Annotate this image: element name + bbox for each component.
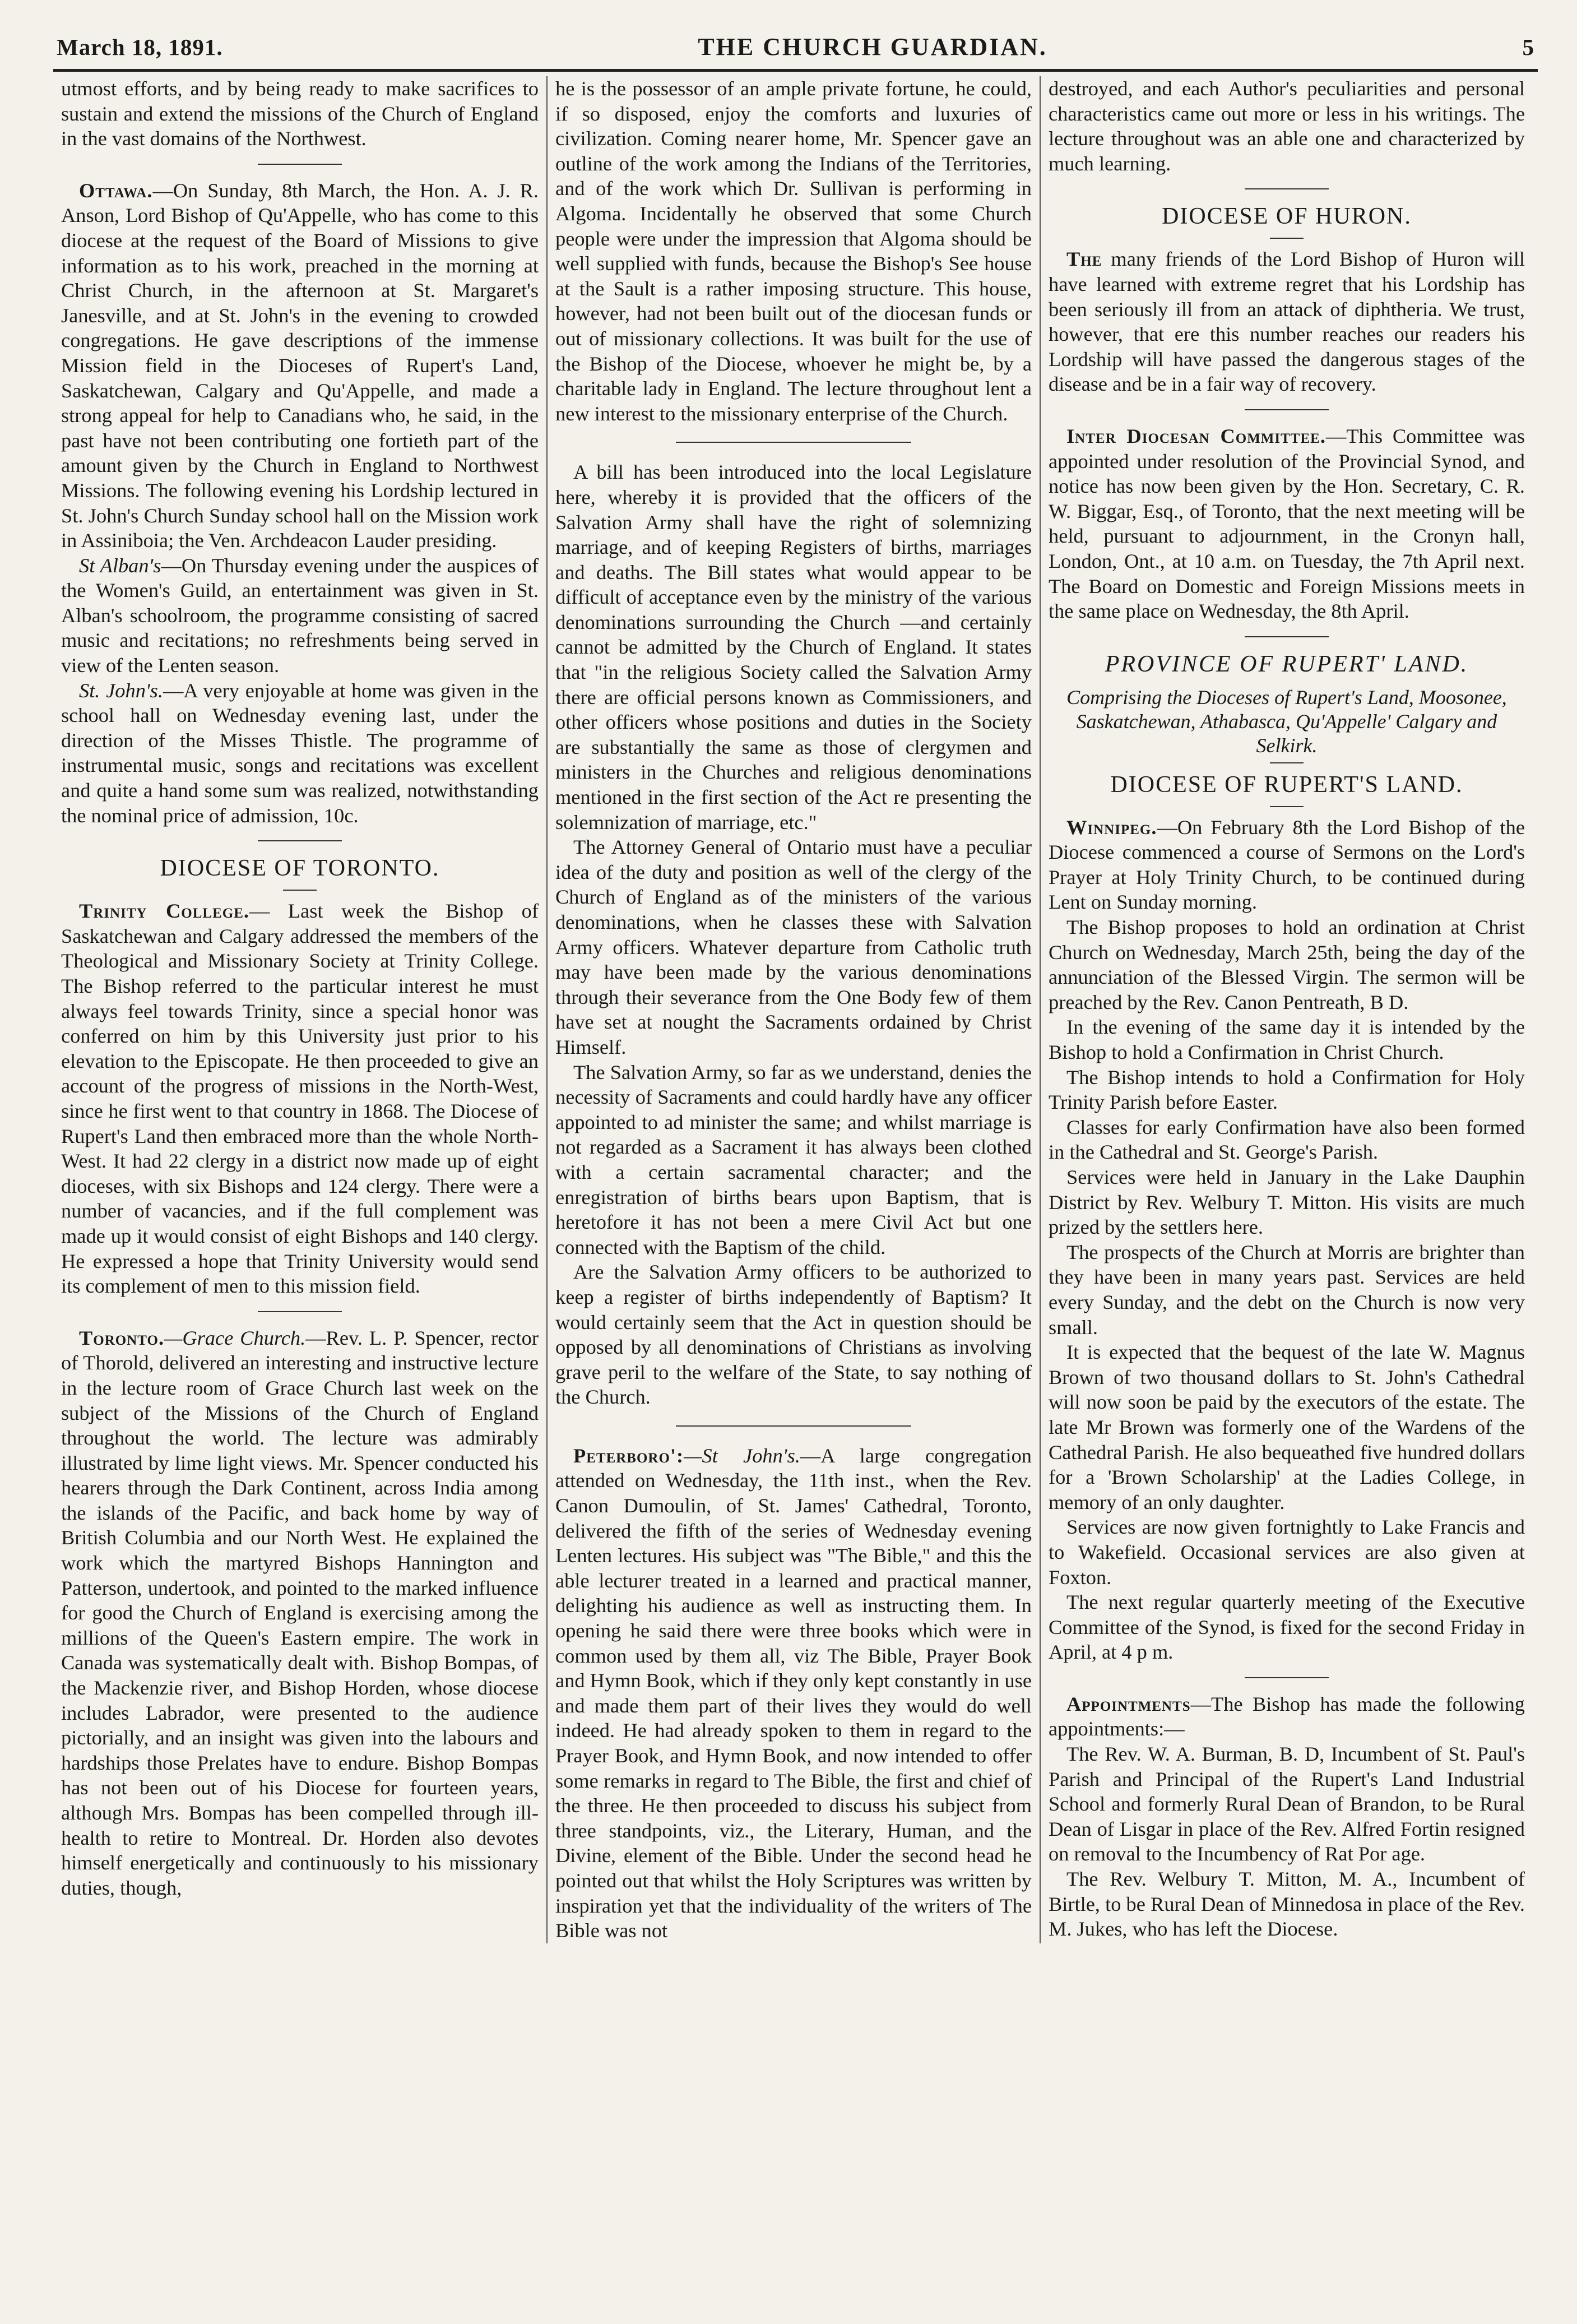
- paragraph: utmost efforts, and by being ready to make sacrifices to sustain and extend the missions of the Church of England in the vast domains of the Northwest.: [61, 77, 539, 150]
- section-heading: PROVINCE OF RUPERT' LAND.: [1105, 651, 1469, 677]
- paragraph: The next regular quarterly meeting of the Executive Committee of the Synod, is fixed for the second Friday in April, at 4 p m.: [1049, 1591, 1525, 1664]
- paragraph-lead: Ottawa.: [79, 179, 153, 202]
- section-heading: DIOCESE OF RUPERT'S LAND.: [1110, 771, 1463, 798]
- paragraph-ottawa: [61, 178, 539, 553]
- paragraph-lead: Trinity College.: [79, 900, 249, 923]
- section-heading: DIOCESE OF HURON.: [1162, 203, 1412, 230]
- paragraph: It is expected that the bequest of the late W. Magnus Brown of two thousand dollars to St. John's Cathedral will now soon be paid by the executors of the estate. The late Mr Brown was formerly one of the Wardens of the Cathedral Parish. He also bequeathed five hundred dollars for a 'Brown Scholarship' at the Ladies College, in memory of an only daughter.: [1049, 1341, 1525, 1513]
- paragraph-lead: Inter Diocesan Committee.: [1066, 424, 1326, 447]
- paragraph: destroyed, and each Author's peculiarities and personal characteristics came out more or less in his writings. The lecture throughout was an able one and characterized by much learning.: [1049, 77, 1525, 175]
- paragraph-body: —Rev. L. P. Spencer, rector of Thorold, delivered an interesting and instructive lecture in the lecture room of Grace Church last week on the subject of the Missions of the Church of England throughout the world. The lecture was admirably illustrated by lime light views. Mr. Spencer conducted his hearers through the Dark Continent, across India among the islands of the Pacific, and back home by way of British Columbia and our North West. He explained the work which the martyred Bishops Hannington and Patterson, undertook, and pointed to the marked influence for good the Church of England is exercising among the millions of the Queen's Eastern empire. The work in Canada was systematically dealt with. Bishop Bompas, of the Mackenzie river, and Bishop Horden, whose diocese includes Labrador, were presented to the audience pictorially, and an insight was given into the labours and hardships those Prelates have to endure. Bishop Bompas has not been out of his Diocese for fourteen years, although Mrs. Bompas has been compelled through ill-health to retire to Montreal. Dr. Horden also devotes himself energetically and continuously to his missionary duties, though,: [61, 1326, 539, 1899]
- paragraph-lead: Toronto.: [79, 1326, 165, 1349]
- divider: [1270, 762, 1304, 763]
- paragraph-body: —On Thursday evening under the auspices of the Women's Guild, an entertainment was given in St. Alban's schoolroom, the programme consisting of sacred music and recitations; no refreshments being served in view of the Lenten season.: [61, 554, 539, 677]
- paragraph-body: —A very enjoyable at home was given in the school hall on Wednesday evening last, under the direction of the Misses Thistle. The programme of instrumental music, songs and recitations was excellent and quite a hand some sum was realized, notwithstanding the nominal price of admission, 10c.: [61, 679, 539, 827]
- issue-date: March 18, 1891.: [57, 34, 223, 60]
- paragraph-lead: St. John's.: [79, 679, 163, 702]
- newspaper-title: THE CHURCH GUARDIAN.: [698, 33, 1047, 61]
- paragraph-huron: [1049, 247, 1525, 397]
- divider: [283, 890, 317, 891]
- paragraph: Services are now given fortnightly to Lake Francis and to Wakefield. Occasional services are also given at Foxton.: [1049, 1516, 1525, 1589]
- paragraph: In the evening of the same day it is intended by the Bishop to hold a Confirmation in Christ Church.: [1049, 1016, 1525, 1064]
- column-3: [1040, 76, 1533, 1943]
- masthead: [53, 33, 1538, 72]
- divider: [1270, 806, 1304, 807]
- paragraph: A bill has been introduced into the local Legislature here, whereby it is provided that the officers of the Salvation Army shall have the right of solemnizing marriage, and of keeping Registers of births, marriages and deaths. The Bill states what would appear to be difficult of acceptance even by the ministry of the various denominations surrounding the Church —and certainly cannot be admitted by the Church of England. It states that "in the religious Society called the Salvation Army there are official persons known as Commissioners, and other officers whose positions and duties in the Society are substantially the same as those of clergymen and ministers in the Churches and religious denominations mentioned in the first section of the Act re presenting the solemnization of marriage, etc.": [555, 461, 1032, 834]
- paragraph-body: many friends of the Lord Bishop of Huron will have learned with extreme regret that his Lordship has been seriously ill from an attack of diphtheria. We trust, however, that ere this number reaches our readers his Lordship will have passed the dangerous stages of the disease and be in a fair way of recovery.: [1049, 248, 1525, 396]
- divider: [258, 164, 342, 165]
- paragraph: The Rev. W. A. Burman, B. D, Incumbent of St. Paul's Parish and Principal of the Rupert's Land Industrial School and formerly Rural Dean of Brandon, to be Rural Dean of Lisgar in place of the Rev. Alfred Fortin resigned on removal to the Incumbency of Rat Por age.: [1049, 1743, 1525, 1865]
- paragraph: he is the possessor of an ample private fortune, he could, if so disposed, enjoy the comforts and luxuries of civilization. Coming nearer home, Mr. Spencer gave an outline of the work among the Indians of the Territories, and of the work which Dr. Sullivan is performing in Algoma. Incidentally he observed that some Church people were under the impression that Algoma should be well supplied with funds, because the Bishop's See house at the Sault is a rather imposing structure. This house, however, had not been built out of the diocesan funds or out of missionary collections. It was built for the use of the Bishop of the Diocese, whoever he might be, by a charitable lady in England. The lecture throughout lent a new interest to the missionary enterprise of the Church.: [555, 77, 1032, 425]
- divider: [1245, 409, 1329, 410]
- paragraph-body: — Last week the Bishop of Saskatchewan and Calgary addressed the members of the Theological and Missionary Society at Trinity College. The Bishop referred to the particular interest he must always feel towards Trinity, since a special honor was conferred on him by this University just prior to his elevation to the Episcopate. He then proceeded to give an account of the progress of missions in the North-West, since he first went to that country in 1868. The Diocese of Rupert's Land then embraced more than the whole North-West. It had 22 clergy in a district now made up of eight dioceses, with six Bishops and 124 clergy. There were a number of vacancies, and if the full complement was made up it would consist of eight Bishops and 140 clergy. He expressed a hope that Trinity University would send its complement of men to this mission field.: [61, 900, 539, 1298]
- paragraph-lead-italic: —Grace Church.: [164, 1326, 306, 1349]
- column-1: [53, 76, 546, 1943]
- paragraph-lead: St Alban's: [79, 554, 161, 577]
- paragraph: Classes for early Confirmation have also been formed in the Cathedral and St. George's Parish.: [1049, 1115, 1525, 1164]
- divider: [258, 1311, 342, 1312]
- divider: [676, 1425, 911, 1427]
- paragraph-toronto: [61, 1326, 539, 1901]
- paragraph: The Bishop intends to hold a Confirmation for Holy Trinity Parish before Easter.: [1049, 1066, 1525, 1114]
- paragraph-inter-diocesan: [1049, 424, 1525, 624]
- paragraph: The Rev. Welbury T. Mitton, M. A., Incumbent of Birtle, to be Rural Dean of Minnedosa in place of the Rev. M. Jukes, who has left the Diocese.: [1049, 1868, 1525, 1941]
- paragraph-body: —On February 8th the Lord Bishop of the Diocese commenced a course of Sermons on the Lord's Prayer at Holy Trinity Church, to be continued during Lent on Sunday morning.: [1049, 816, 1525, 914]
- divider: [1245, 188, 1329, 189]
- divider: [1245, 1677, 1329, 1678]
- columns: [53, 76, 1538, 1943]
- divider: [676, 442, 911, 443]
- paragraph-lead-italic: —St John's.: [684, 1444, 800, 1467]
- paragraph-body: —On Sunday, 8th March, the Hon. A. J. R. Anson, Lord Bishop of Qu'Appelle, who has come to this diocese at the request of the Board of Missions to give information as to his work, preached in the morning at Christ Church, in the afternoon at St. Margaret's Janesville, and at St. John's in the evening to crowded congregations. He gave descriptions of the immense Mission field in the Dioceses of Rupert's Land, Saskatchewan, Calgary and Qu'Appelle, and made a strong appeal for help to Canadians who, he said, in the past have not been contributing one fortieth part of the amount given by the Church in England to Northwest Missions. The following evening his Lordship lectured in St. John's Church Sunday school hall on the Mission work in Assiniboia; the Ven. Archdeacon Lauder presiding.: [61, 179, 539, 552]
- paragraph-body: —A large congregation attended on Wednesday, the 11th inst., when the Rev. Canon Dumoulin, of St. James' Cathedral, Toronto, delivered the fifth of the series of Wednesday evening Lenten lectures. His subject was "The Bible," and this the able lecturer treated in a learned and practical manner, delighting his audience as well as instructing them. In opening he said there were three books which were in common used by them all, viz The Bible, Prayer Book and Hymn Book, which if they only kept constantly in use and made them part of their lives they would do well indeed. He had already spoken to them in regard to the Prayer Book, and Hymn Book, and now intended to offer some remarks in regard to The Bible, the first and chief of the three. He then proceeded to discuss his subject from three standpoints, viz., the Literary, Human, and the Divine, element of the Bible. Under the second head he pointed out that whilst the Holy Scriptures was written by inspiration yet that the individuality of the writers of The Bible was not: [555, 1444, 1032, 1942]
- paragraph-lead: The: [1066, 248, 1102, 271]
- paragraph: The Bishop proposes to hold an ordination at Christ Church on Wednesday, March 25th, being the day of the annunciation of the Blessed Virgin. The sermon will be preached by the Rev. Canon Pentreath, B D.: [1049, 916, 1525, 1013]
- paragraph: The Salvation Army, so far as we understand, denies the necessity of Sacraments and could hardly have any officer appointed to ad minister the same; and whilst marriage is not regarded as a Sacrament it has always been clothed with a certain sacramental character; and the enregistration of births bears upon Baptism, that is heretofore it has not been a mere Civil Act but one connected with the Baptism of the child.: [555, 1061, 1032, 1258]
- page-number: 5: [1522, 34, 1534, 60]
- paragraph-lead: Appointments: [1066, 1692, 1191, 1715]
- paragraph-body: —This Committee was appointed under resolution of the Provincial Synod, and notice has now been given by the Hon. Secretary, C. R. W. Biggar, Esq., of Toronto, that the next meeting will be held, pursuant to adjournment, in the Cronyn hall, London, Ont., at 10 a.m. on Tuesday, the 7th April next. The Board on Domestic and Foreign Missions meets in the same place on Wednesday, the 8th April.: [1049, 424, 1525, 623]
- section-subheading: Comprising the Dioceses of Rupert's Land, Moosonee, Saskatchewan, Athabasca, Qu'Appelle' Calgary and Selkirk.: [1066, 686, 1507, 757]
- section-heading: DIOCESE OF TORONTO.: [160, 855, 440, 882]
- paragraph-trinity-college: [61, 899, 539, 1299]
- divider: [1270, 238, 1304, 239]
- paragraph-winnipeg: [1049, 815, 1525, 915]
- paragraph-st-albans: [61, 553, 539, 678]
- paragraph-lead: Winnipeg.: [1066, 816, 1157, 839]
- paragraph-peterboro: [555, 1443, 1032, 1943]
- paragraph-appointments: [1049, 1692, 1525, 1742]
- paragraph: Services were held in January in the Lake Dauphin District by Rev. Welbury T. Mitton. His visits are much prized by the settlers here.: [1049, 1166, 1525, 1239]
- paragraph-body: —The Bishop has made the following appointments:—: [1049, 1692, 1525, 1740]
- column-2: [546, 76, 1040, 1943]
- divider: [258, 840, 342, 841]
- divider: [1245, 636, 1329, 637]
- paragraph: Are the Salvation Army officers to be authorized to keep a register of births independently of Baptism? It would certainly seem that the Act in question should be opposed by all denominations of Christians as involving grave peril to the welfare of the State, to say nothing of the Church.: [555, 1261, 1032, 1409]
- paragraph: The Attorney General of Ontario must have a peculiar idea of the duty and position as well of the clergy of the Church of England as of the ministers of the various denominations, when he classes these with Salvation Army officers. Whatever departure from Catholic truth may have been made by the various denominations through their severance from the One Body few of them have set at nought the Sacraments ordained by Christ Himself.: [555, 836, 1032, 1058]
- paragraph-lead: Peterboro':: [573, 1444, 684, 1467]
- paragraph: The prospects of the Church at Morris are brighter than they have been in many years past. Services are held every Sunday, and the debt on the Church is now very small.: [1049, 1240, 1525, 1339]
- paragraph-st-johns: [61, 678, 539, 828]
